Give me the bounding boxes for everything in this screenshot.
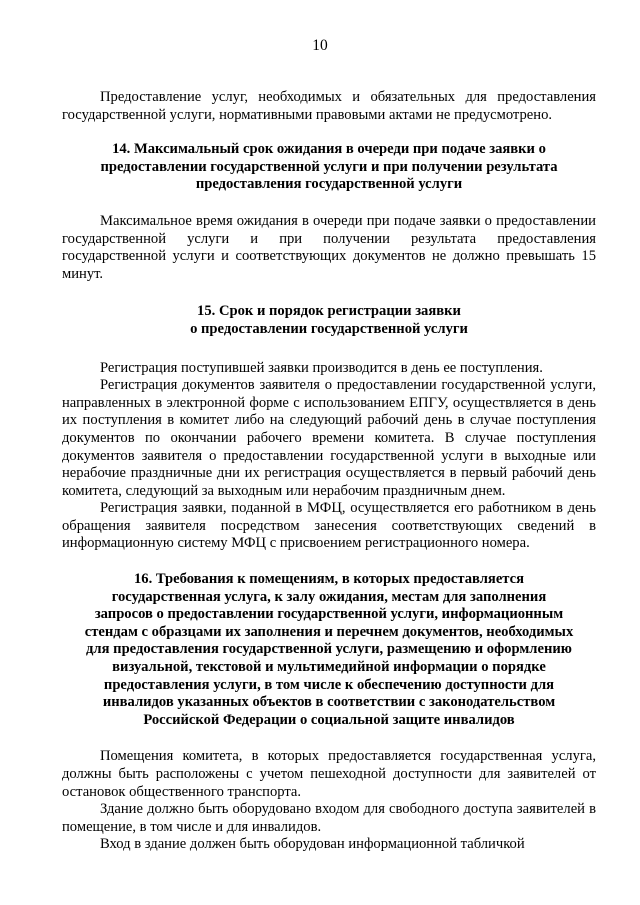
paragraph-building-entrance: Здание должно быть оборудовано входом для свободного доступа заявителей в помещение, в том числе и для инвалидов. bbox=[62, 801, 596, 835]
heading-line: предоставлении государственной услуги и при получении результата bbox=[100, 158, 558, 175]
section-heading-15 bbox=[62, 303, 596, 338]
paragraph-registration-mfc: Регистрация заявки, поданной в МФЦ, осуществляется его работником в день обращения заявителя посредством занесения соответствующих сведений в информационную систему МФЦ с присвоением регистрационного номера. bbox=[62, 500, 596, 552]
heading-line: 16. Требования к помещениям, в которых предоставляется bbox=[133, 571, 525, 588]
heading-line: 14. Максимальный срок ожидания в очереди при подаче заявки о bbox=[112, 141, 546, 158]
paragraph-premises-location: Помещения комитета, в которых предоставляется государственная услуга, должны быть расположены с учетом пешеходной доступности для заявителей от остановок общественного транспорта. bbox=[62, 748, 596, 800]
heading-line: о предоставлении государственной услуги bbox=[190, 320, 468, 337]
paragraph-services-not-required: Предоставление услуг, необходимых и обязательных для предоставления государственной услуги, нормативными правовыми актами не предусмотрено. bbox=[62, 89, 596, 123]
heading-line: 15. Срок и порядок регистрации заявки bbox=[197, 303, 461, 320]
heading-line: предоставления государственной услуги bbox=[195, 176, 463, 193]
heading-line: для предоставления государственной услуги, размещению и оформлению bbox=[86, 641, 572, 658]
document-body bbox=[62, 89, 596, 854]
paragraph-entrance-sign: Вход в здание должен быть оборудован информационной табличкой bbox=[100, 836, 525, 853]
heading-line: визуальной, текстовой и мультимедийной информации о порядке bbox=[112, 659, 546, 676]
page-number: 10 bbox=[312, 37, 328, 54]
heading-line: Российской Федерации о социальной защите инвалидов bbox=[143, 711, 515, 728]
heading-line: предоставления услуги, в том числе к обеспечению доступности для bbox=[103, 676, 555, 693]
heading-line: запросов о предоставлении государственной услуги, информационным bbox=[94, 606, 564, 623]
heading-line: инвалидов указанных объектов в соответствии с законодательством bbox=[102, 694, 556, 711]
paragraph-max-wait-time: Максимальное время ожидания в очереди при подаче заявки о предоставлении государственной услуги и при получении результата предоставления государственной услуги и соответствующих документов не должно превышать 15 минут. bbox=[62, 212, 596, 282]
paragraph-registration-electronic: Регистрация документов заявителя о предоставлении государственной услуги, направленных в электронной форме с использованием ЕПГУ, осуществляется в день их поступления в комитет либо на следующий рабочий день в случае поступления документов по окончании рабочего времени комитета. В случае поступления документов заявителя о предоставлении государственной услуги в выходные или нерабочие праздничные дни их регистрация осуществляется в первый рабочий день комитета, следующий за выходным или нерабочим праздничным днем. bbox=[62, 377, 596, 499]
heading-line: стендам с образцами их заполнения и перечнем документов, необходимых bbox=[84, 623, 574, 640]
heading-line: государственная услуга, к залу ожидания, местам для заполнения bbox=[111, 588, 547, 605]
section-heading-16 bbox=[62, 571, 596, 729]
section-heading-14 bbox=[62, 141, 596, 194]
paragraph-registration-day: Регистрация поступившей заявки производится в день ее поступления. bbox=[100, 359, 543, 376]
